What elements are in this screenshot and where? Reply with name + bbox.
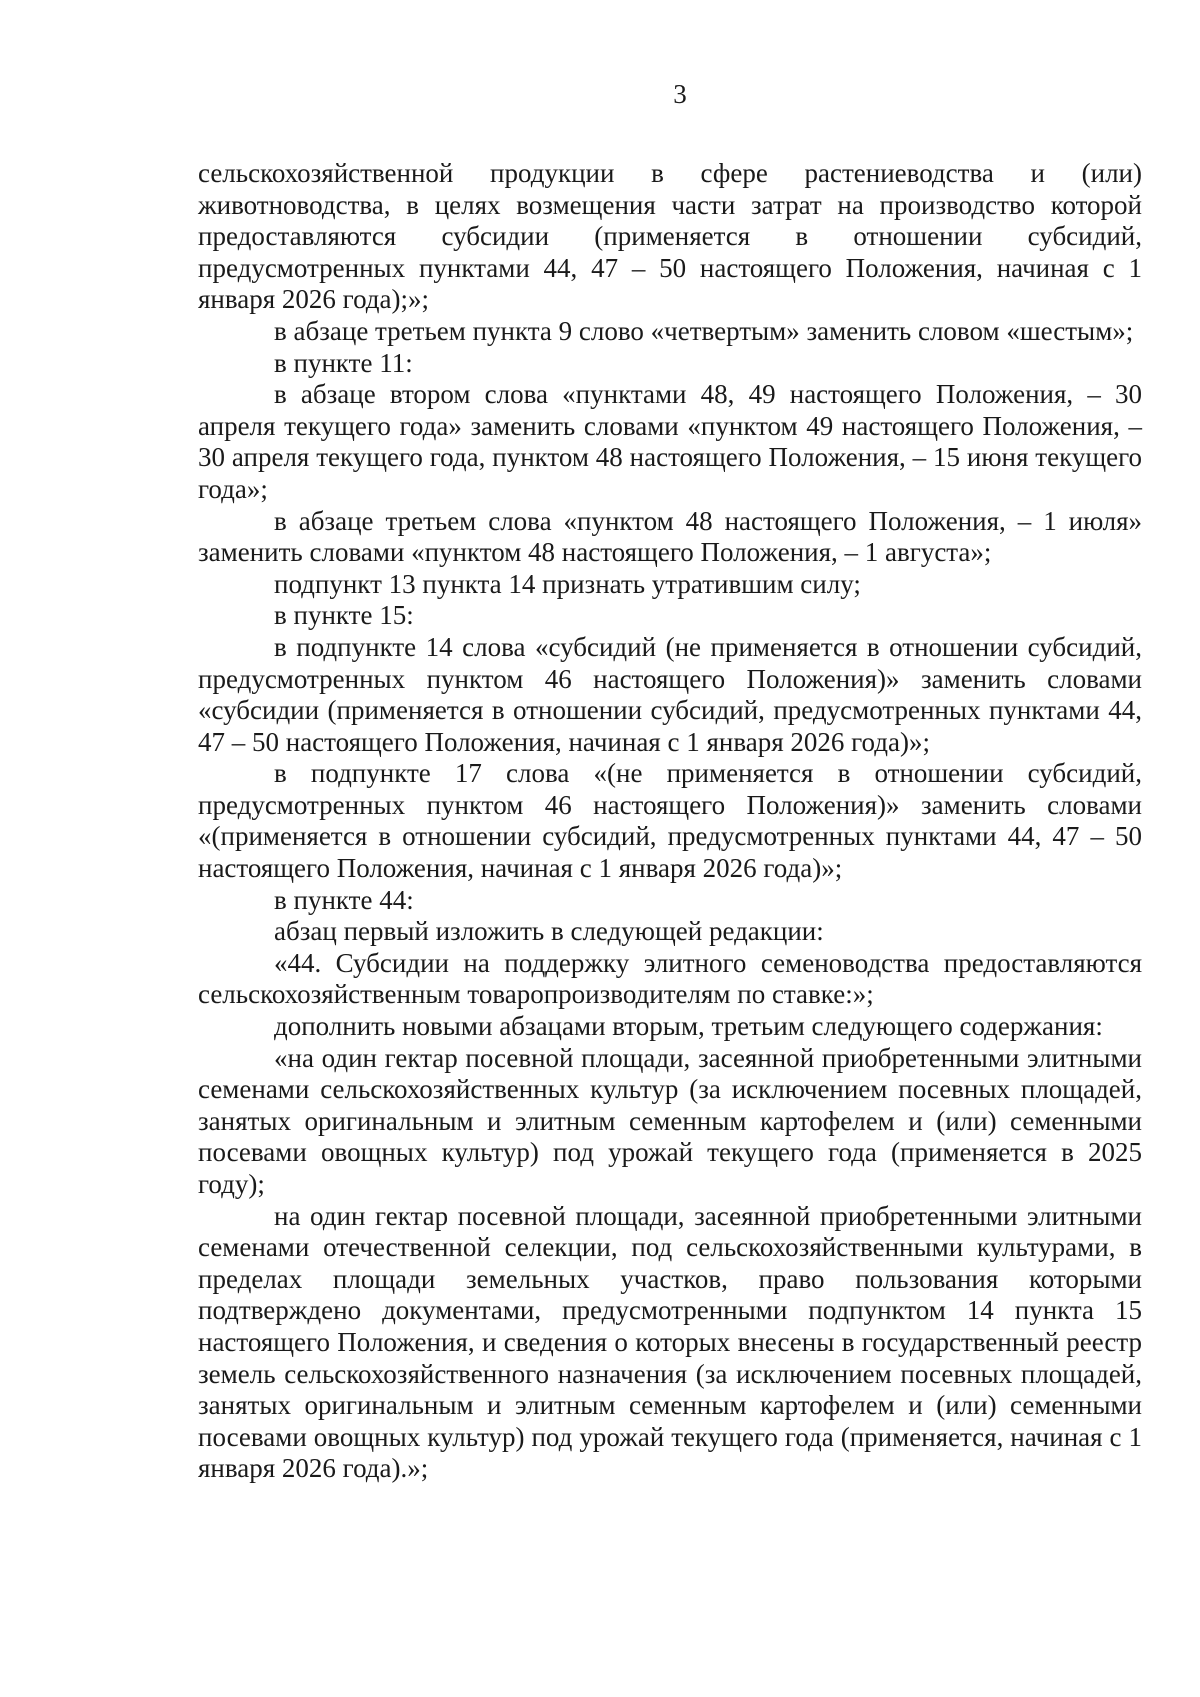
paragraph-continuation: сельскохозяйственной продукции в сфере растениеводства и (или) животноводства, в целях возмещения части затрат на производство которой предоставляются субсидии (применяется в отношении субсидий, предусмотренных пунктами 44, 47 – 50 настоящего Положения, начиная с 1 января 2026 года);»; <box>198 158 1142 315</box>
document-body <box>198 158 1142 1485</box>
paragraph-item-15-heading: в пункте 15: <box>274 600 414 631</box>
paragraph-item-14: подпункт 13 пункта 14 признать утратившим силу; <box>274 568 861 599</box>
paragraph-item-11-second: в абзаце втором слова «пунктами 48, 49 настоящего Положения, – 30 апреля текущего года» заменить словами «пунктом 49 настоящего Положения, – 30 апреля текущего года, пунктом 48 настоящего Положения, – 15 июня текущего года»; <box>198 379 1142 504</box>
page-number: 3 <box>673 79 687 109</box>
paragraph-item-9: в абзаце третьем пункта 9 слово «четвертым» заменить словом «шестым»; <box>274 315 1134 346</box>
paragraph-item-44-third: на один гектар посевной площади, засеянной приобретенными элитными семенами отечественной селекции, под сельскохозяйственными культурами, в пределах площади земельных участков, право пользования которыми подтверждено документами, предусмотренными подпунктом 14 пункта 15 настоящего Положения, и сведения о которых внесены в государственный реестр земель сельскохозяйственного назначения (за исключением посевных площадей, занятых оригинальным и элитным семенным картофелем и (или) семенными посевами овощных культур) под урожай текущего года (применяется, начиная с 1 января 2026 года).»; <box>198 1200 1142 1484</box>
paragraph-item-44-new-text: «44. Субсидии на поддержку элитного семеноводства предоставляются сельскохозяйственным товаропроизводителям по ставке:»; <box>198 947 1142 1010</box>
paragraph-item-44-heading: в пункте 44: <box>274 884 414 915</box>
paragraph-item-44-add-instruction: дополнить новыми абзацами вторым, третьим следующего содержания: <box>274 1011 1103 1042</box>
paragraph-item-15-sub-14: в подпункте 14 слова «субсидий (не применяется в отношении субсидий, предусмотренных пунктом 46 настоящего Положения)» заменить словами «субсидии (применяется в отношении субсидий, предусмотренных пунктами 44, 47 – 50 настоящего Положения, начиная с 1 января 2026 года)»; <box>198 631 1142 757</box>
paragraph-item-44-first-instruction: абзац первый изложить в следующей редакции: <box>274 916 824 947</box>
paragraph-item-11-heading: в пункте 11: <box>274 347 413 378</box>
paragraph-item-11-third: в абзаце третьем слова «пунктом 48 настоящего Положения, – 1 июля» заменить словами «пунктом 48 настоящего Положения, – 1 августа»; <box>198 505 1142 568</box>
paragraph-item-15-sub-17: в подпункте 17 слова «(не применяется в отношении субсидий, предусмотренных пунктом 46 настоящего Положения)» заменить словами «(применяется в отношении субсидий, предусмотренных пунктами 44, 47 – 50 настоящего Положения, начиная с 1 января 2026 года)»; <box>198 758 1142 884</box>
paragraph-item-44-second: «на один гектар посевной площади, засеянной приобретенными элитными семенами сельскохозяйственных культур (за исключением посевных площадей, занятых оригинальным и элитным семенным картофелем и (или) семенными посевами овощных культур) под урожай текущего года (применяется в 2025 году); <box>198 1042 1142 1199</box>
